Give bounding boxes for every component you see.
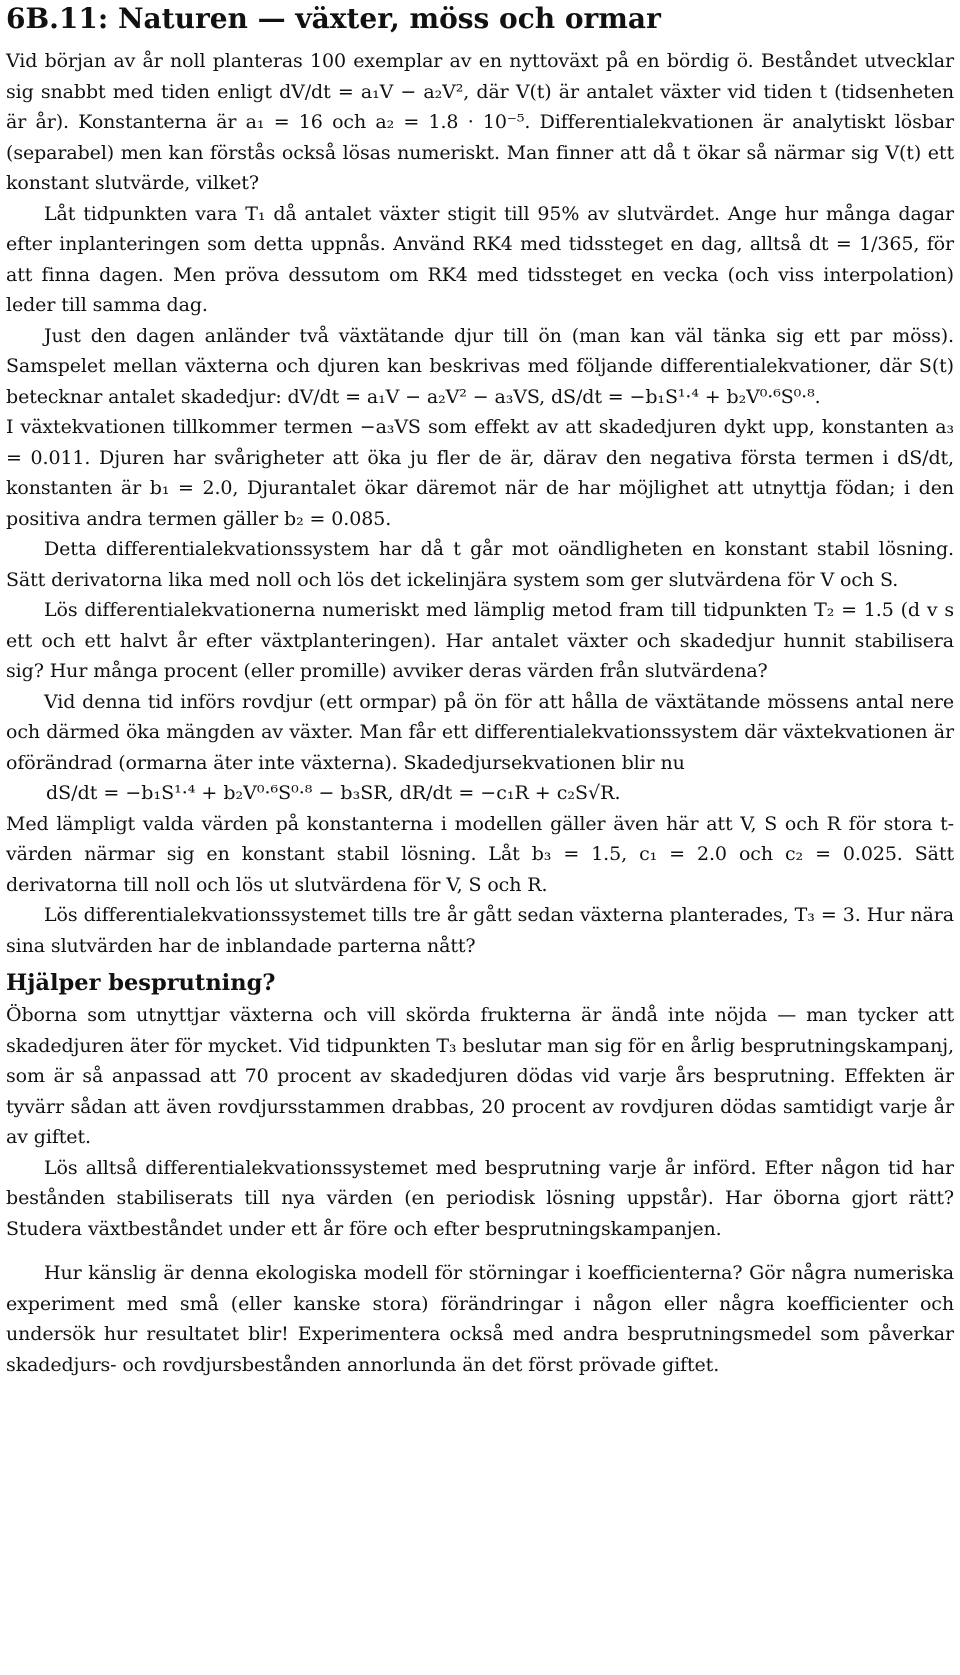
paragraph-predator-constants: Med lämpligt valda värden på konstanterna i modellen gäller även här att V, S och R för stora t-värden närmar sig en konstant stabil lösning. Låt b₃ = 1.5, c₁ = 2.0 och c₂ = 0.025. Sätt derivatorna till noll och lös ut slutvärdena för V, S och R. (6, 812, 954, 896)
paragraph-sensitivity: Hur känslig är denna ekologiska modell för störningar i koefficienterna? Gör några numeriska experiment med små (eller kanske stora) förändringar i någon eller några koefficienter och undersök hur resultatet blir! Experimentera också med andra besprutningsmedel som påverkar skadedjurs- och rovdjursbestånden annorlunda än det först prövade giftet. (6, 1262, 954, 1376)
paragraph-t1: Låt tidpunkten vara T₁ då antalet växter stigit till 95% av slutvärdet. Ange hur många dagar efter inplanteringen som detta uppnås. Använd RK4 med tidssteget en dag, alltså dt = 1/365, för att finna dagen. Men pröva dessutom om RK4 med tidssteget en vecka (och viss interpolation) leder till samma dag. (6, 202, 954, 316)
paragraph-pests: Just den dagen anländer två växtätande djur till ön (man kan väl tänka sig ett par möss). Samspelet mellan växterna och djuren kan beskrivas med följande differentialekvationer, där S(t) betecknar antalet skadedjur: dV/dt = a₁V − a₂V² − a₃VS, dS/dt = −b₁S¹·⁴ + b₂V⁰·⁶S⁰·⁸. (6, 324, 954, 408)
section-heading: Hjälper besprutning? (6, 970, 276, 996)
paragraph-t2: Lös differentialekvationerna numeriskt med lämplig metod fram till tidpunkten T₂ = 1.5 (d v s ett och ett halvt år efter växtplanteringen). Har antalet växter och skadedjur hunnit stabilisera sig? Hur många procent (eller promille) avviker deras värden från slutvärdena? (6, 599, 954, 682)
paragraph-intro: Vid början av år noll planteras 100 exemplar av en nyttoväxt på en bördig ö. Beståndet utvecklar sig snabbt med tiden enligt dV/dt = a₁V − a₂V², där V(t) är antalet växter vid tiden t (tidsenheten är år). Konstanterna är a₁ = 16 och a₂ = 1.8 · 10⁻⁵. Differentialekvationen är analytiskt lösbar (separabel) men kan förstås också lösas numeriskt. Man finner att då t ökar så närmar sig V(t) ett konstant slutvärde, vilket? (6, 50, 954, 194)
equation-predator-system: dS/dt = −b₁S¹·⁴ + b₂V⁰·⁶S⁰·⁸ − b₃SR, dR/dt = −c₁R + c₂S√R. (46, 782, 621, 804)
paragraph-spraying-solve: Lös alltså differentialekvationssystemet med besprutning varje år införd. Efter någon tid har bestånden stabiliserats till nya värden (en periodisk lösning uppstår). Har öborna gjort rätt? Studera växtbeståndet under ett år före och efter besprutningskampanjen. (6, 1156, 954, 1240)
paragraph-t3: Lös differentialekvationssystemet tills tre år gått sedan växterna planterades, T₃ = 3. Hur nära sina slutvärden har de inblandade parterna nått? (6, 904, 954, 957)
paragraph-spraying: Öborna som utnyttjar växterna och vill skörda frukterna är ändå inte nöjda — man tycker att skadedjuren äter för mycket. Vid tidpunkten T₃ beslutar man sig för en årlig besprutningskampanj, som är så anpassad att 70 procent av skadedjuren dödas vid varje års besprutning. Effekten är tyvärr sådan att även rovdjursstammen drabbas, 20 procent av rovdjuren dödas samtidigt varje år av giftet. (6, 1004, 954, 1148)
paragraph-stable: Detta differentialekvationssystem har då t går mot oändligheten en konstant stabil lösning. Sätt derivatorna lika med noll och lös det ickelinjära system som ger slutvärdena för V och S. (6, 538, 954, 591)
paragraph-predators: Vid denna tid införs rovdjur (ett ormpar) på ön för att hålla de växtätande mössens antal nere och därmed öka mängden av växter. Man får ett differentialekvationssystem där växtekvationen är oförändrad (ormarna äter inte växterna). Skadedjursekvationen blir nu (6, 690, 954, 774)
paragraph-constants: I växtekvationen tillkommer termen −a₃VS som effekt av att skadedjuren dykt upp, konstanten a₃ = 0.011. Djuren har svårigheter att öka ju fler de är, därav den negativa första termen i dS/dt, konstanten är b₁ = 2.0, Djurantalet ökar däremot när de har möjlighet att utnyttja födan; i den positiva andra termen gäller b₂ = 0.085. (6, 416, 954, 530)
page-title: 6B.11: Naturen — växter, möss och ormar (6, 2, 661, 35)
